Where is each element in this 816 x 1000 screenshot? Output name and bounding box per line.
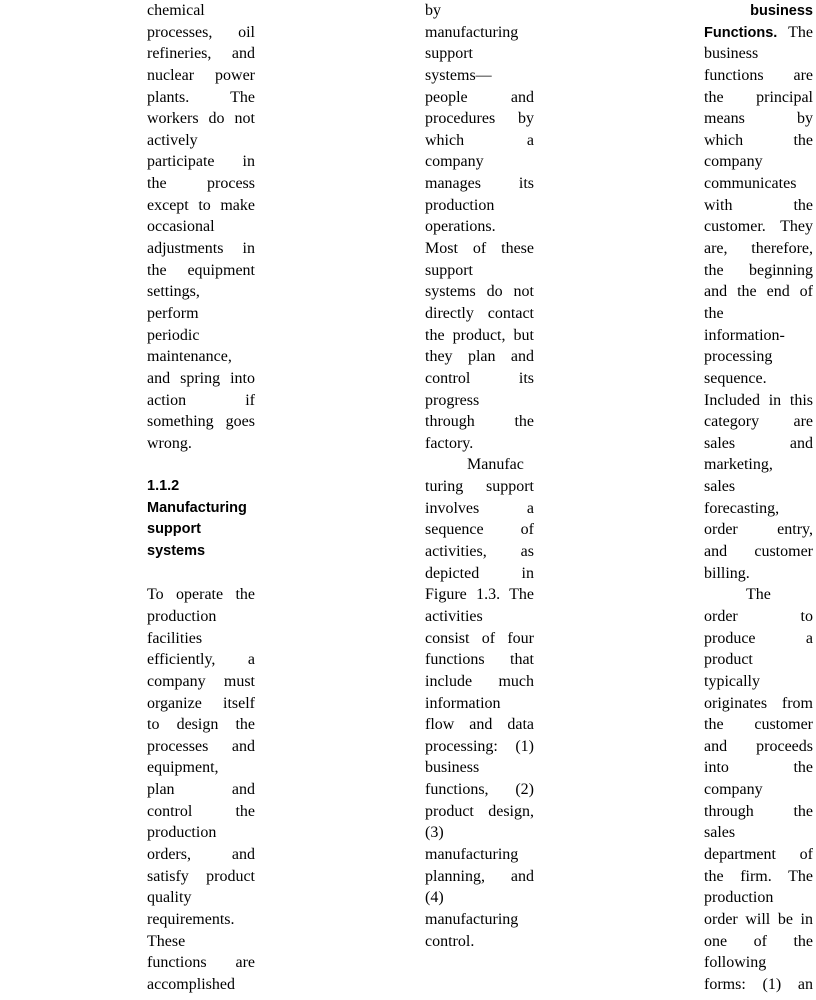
- text-line: the equipment: [147, 261, 255, 279]
- text-line: and proceeds: [704, 737, 813, 755]
- text-line: functions that: [425, 651, 534, 669]
- text-line: plan and: [147, 781, 255, 799]
- text-line: actively: [147, 131, 198, 149]
- text-line: directly contact: [425, 304, 534, 322]
- text-line: by: [425, 2, 441, 19]
- text-column-3: [704, 0, 813, 995]
- text-line: Most of these: [425, 240, 534, 258]
- text-line: the process: [147, 175, 255, 193]
- text-line: following: [704, 954, 767, 972]
- section-heading: systems: [147, 543, 206, 560]
- paragraph-lead-word: Functions.: [704, 24, 778, 41]
- section-heading: Manufacturing: [147, 499, 247, 516]
- text-line: they plan and: [425, 348, 534, 366]
- text-line: equipment,: [147, 759, 219, 777]
- text-line: nuclear power: [147, 66, 255, 84]
- text-line: control.: [425, 932, 475, 950]
- text-line: department of: [704, 845, 813, 863]
- text-line: order entry,: [704, 521, 813, 539]
- text-line: functions, (2): [425, 781, 534, 799]
- text-line: produce a: [704, 629, 813, 647]
- text-line: control the: [147, 802, 255, 820]
- text-line: manufacturing: [425, 910, 519, 928]
- text-line: activities, as: [425, 543, 534, 561]
- text-line: typically: [704, 672, 760, 690]
- text-line: Manufac: [467, 456, 524, 474]
- text-line: with the: [704, 196, 813, 214]
- text-line: the beginning: [704, 261, 813, 279]
- text-line: systems—: [425, 66, 492, 84]
- text-line: business: [704, 45, 759, 63]
- text-line: organize itself: [147, 694, 255, 712]
- text-line: support: [425, 45, 473, 63]
- text-line: These: [147, 932, 186, 950]
- text-line: except to make: [147, 196, 255, 214]
- text-line: occasional: [147, 218, 215, 236]
- text-line: perform: [147, 304, 199, 322]
- text-line: quality: [147, 889, 192, 907]
- text-line: information-: [704, 326, 785, 344]
- text-line: adjustments in: [147, 240, 255, 258]
- text-line: business: [425, 759, 480, 777]
- text-line: billing.: [704, 564, 750, 582]
- text-line: marketing,: [704, 456, 773, 474]
- text-line: order will be in: [704, 910, 813, 928]
- text-line: To operate the: [147, 586, 255, 604]
- text-line: sequence of: [425, 521, 534, 539]
- text-line: and customer: [704, 543, 813, 561]
- section-number: 1.1.2: [147, 478, 180, 495]
- text-line: which a: [425, 131, 534, 149]
- paragraph-lead-line: [704, 22, 813, 44]
- text-line: manages its: [425, 175, 534, 193]
- text-line: procedures by: [425, 110, 534, 128]
- text-line: orders, and: [147, 845, 255, 863]
- text-line: processes and: [147, 737, 255, 755]
- text-line: customer. They: [704, 218, 813, 236]
- text-line: periodic: [147, 326, 200, 344]
- text-line: action if: [147, 391, 255, 409]
- text-line: product design,: [425, 802, 534, 820]
- paragraph-lead-word: business: [750, 3, 813, 19]
- text-line: the principal: [704, 88, 813, 106]
- text-line: sales: [704, 824, 736, 842]
- text-line: consist of four: [425, 629, 534, 647]
- text-line: manufacturing: [425, 845, 519, 863]
- text-line: sales: [704, 478, 736, 496]
- text-line: satisfy product: [147, 867, 255, 885]
- text-line: the customer: [704, 716, 813, 734]
- text-line: The: [746, 586, 771, 604]
- text-line: and the end of: [704, 283, 813, 301]
- text-line: production: [425, 196, 495, 214]
- text-line: support: [425, 261, 473, 279]
- text-line: one of the: [704, 932, 813, 950]
- text-column-2: [425, 0, 534, 952]
- paragraph-lead-line: [704, 0, 813, 22]
- text-line: through the: [425, 413, 534, 431]
- text-line: accomplished: [147, 975, 235, 993]
- text-line: forms: (1) an: [704, 975, 813, 993]
- text-line: forecasting,: [704, 499, 780, 517]
- text-line: control its: [425, 369, 534, 387]
- text-line: planning, and: [425, 867, 534, 885]
- text-line: turing support: [425, 478, 534, 496]
- text-line: the: [704, 304, 724, 322]
- text-line: activities: [425, 607, 483, 625]
- text-line: Included in this: [704, 391, 813, 409]
- section-heading: support: [147, 521, 201, 538]
- text-line: functions are: [704, 66, 813, 84]
- text-line: people and: [425, 88, 534, 106]
- text-line: company must: [147, 672, 255, 690]
- paragraph-lead-tail: The: [777, 23, 813, 41]
- text-line: progress: [425, 391, 480, 409]
- text-line: wrong.: [147, 434, 192, 452]
- text-line: production: [147, 607, 217, 625]
- text-line: efficiently, a: [147, 651, 255, 669]
- text-line: originates from: [704, 694, 813, 712]
- text-line: processes, oil: [147, 23, 255, 41]
- text-line: participate in: [147, 153, 255, 171]
- text-line: plants. The: [147, 88, 255, 106]
- text-line: through the: [704, 802, 813, 820]
- text-line: to design the: [147, 716, 255, 734]
- text-line: and spring into: [147, 369, 255, 387]
- text-line: company: [425, 153, 484, 171]
- text-line: chemical: [147, 2, 205, 19]
- text-line: settings,: [147, 283, 200, 301]
- text-line: include much: [425, 672, 534, 690]
- text-line: factory.: [425, 434, 474, 452]
- text-line: production: [704, 889, 774, 907]
- text-line: the product, but: [425, 326, 534, 344]
- text-line: are, therefore,: [704, 240, 813, 258]
- text-line: functions are: [147, 954, 255, 972]
- text-line: involves a: [425, 499, 534, 517]
- text-line: sequence.: [704, 369, 767, 387]
- text-line: manufacturing: [425, 23, 519, 41]
- text-line: workers do not: [147, 110, 255, 128]
- text-line: flow and data: [425, 716, 534, 734]
- text-line: means by: [704, 110, 813, 128]
- text-line: systems do not: [425, 283, 534, 301]
- text-line: Figure 1.3. The: [425, 586, 534, 604]
- text-line: operations.: [425, 218, 496, 236]
- text-line: production: [147, 824, 217, 842]
- text-line: (3): [425, 824, 444, 842]
- text-line: processing: [704, 348, 773, 366]
- text-line: (4): [425, 889, 444, 907]
- text-line: category are: [704, 413, 813, 431]
- text-line: order to: [704, 607, 813, 625]
- text-line: requirements.: [147, 910, 235, 928]
- text-line: product: [704, 651, 753, 669]
- text-line: maintenance,: [147, 348, 232, 366]
- text-line: company: [704, 781, 763, 799]
- text-column-1: [147, 0, 255, 995]
- text-line: facilities: [147, 629, 203, 647]
- text-line: communicates: [704, 175, 797, 193]
- text-line: information: [425, 694, 501, 712]
- text-line: processing: (1): [425, 737, 534, 755]
- text-line: depicted in: [425, 564, 534, 582]
- text-line: which the: [704, 131, 813, 149]
- text-line: something goes: [147, 413, 255, 431]
- text-line: sales and: [704, 434, 813, 452]
- text-line: company: [704, 153, 763, 171]
- text-line: refineries, and: [147, 45, 255, 63]
- text-line: into the: [704, 759, 813, 777]
- text-line: the firm. The: [704, 867, 813, 885]
